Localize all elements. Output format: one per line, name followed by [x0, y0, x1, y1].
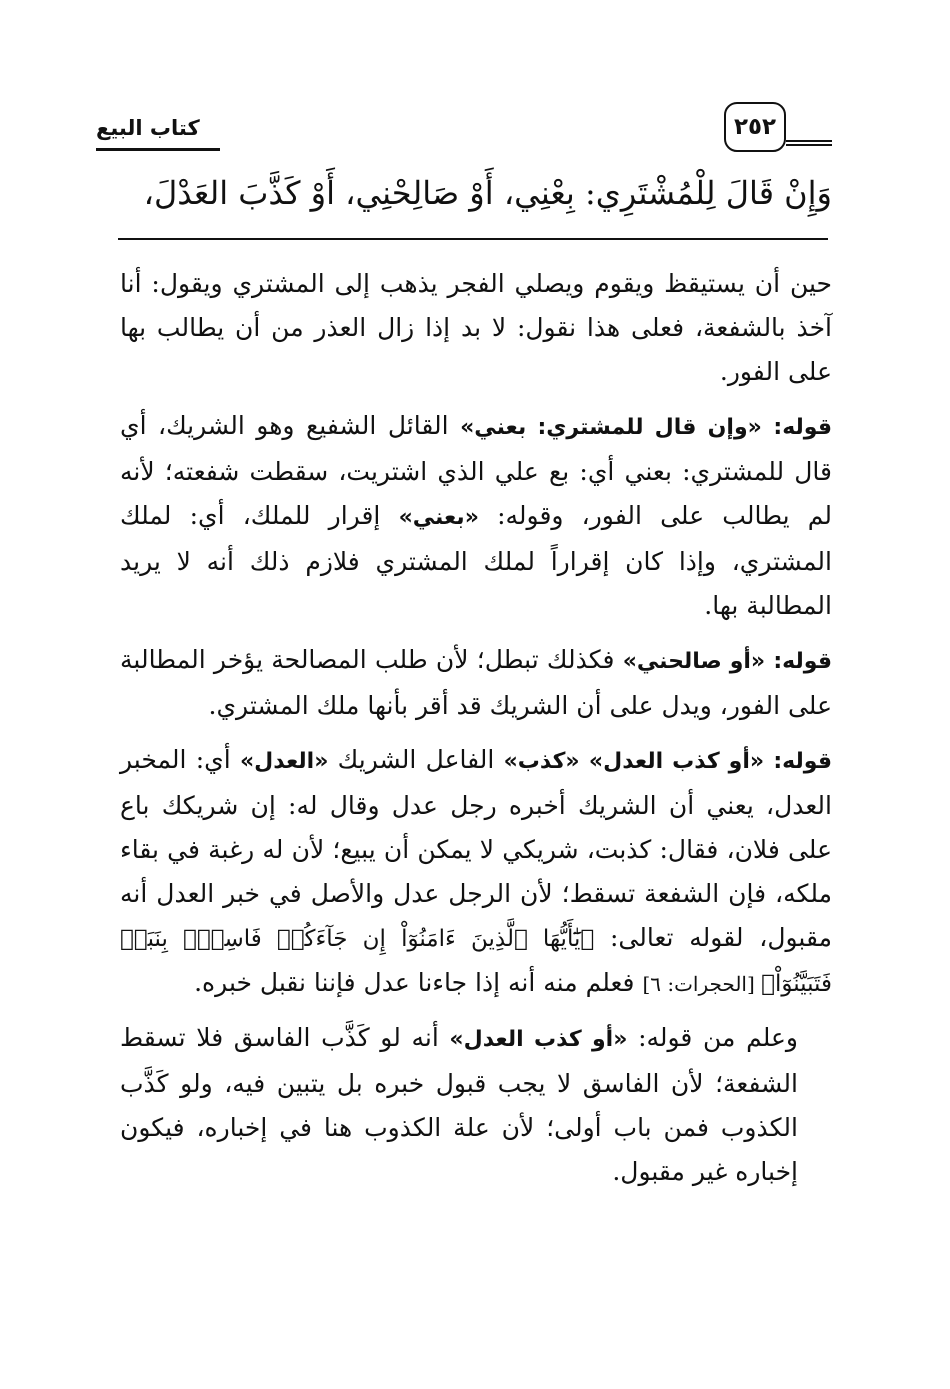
paragraph-text: القائل الشفيع وهو الشريك، أي قال للمشتري: بعني أي: بع علي الذي اشتريت، سقطت شفعته؛ لأنه لم يطالب على الفور، وقوله:	[120, 411, 832, 530]
paragraph-text: وعلم من قوله:	[627, 1023, 798, 1052]
paragraph-text: الفاعل الشريك	[328, 745, 504, 774]
paragraph-5	[120, 1016, 832, 1194]
page-number: ٢٥٢	[724, 102, 786, 152]
paragraph-4	[120, 738, 832, 1006]
quoted-term: «كذب»	[503, 749, 580, 774]
paragraph-text: أنه لو كَذَّب الفاسق فلا تسقط الشفعة؛ لأن الفاسق لا يجب قبول خبره بل يتبين فيه، ولو كَذَّب الكذوب فمن باب أولى؛ لأن علة الكذوب هنا في إخباره، فيكون إخباره غير مقبول.	[120, 1023, 798, 1186]
matn-divider	[118, 238, 828, 240]
qawluh-label: قوله:	[773, 749, 832, 774]
verse-reference: [الحجرات: ٦]	[642, 972, 762, 996]
commentary	[120, 262, 832, 1204]
title-underline	[96, 148, 220, 151]
quoted-term: «بعني»	[398, 505, 479, 530]
matn-text: وَإِنْ قَالَ لِلْمُشْتَرِي: بِعْنِي، أَوْ صَالِحْنِي، أَوْ كَذَّبَ العَدْلَ،	[143, 174, 832, 212]
header-rule	[786, 140, 832, 146]
page-header	[96, 100, 834, 156]
paragraph-3	[120, 638, 832, 728]
qawluh-label: قوله:	[773, 649, 832, 674]
paragraph-text: إقرار للملك، أي: لملك المشتري، وإذا كان إقراراً لملك المشتري فلازم ذلك أنه لا يريد المطالبة بها.	[120, 501, 832, 620]
quoted-term: «أو صالحني»	[622, 649, 766, 674]
quoted-term: «وإن قال للمشتري: بعني»	[460, 415, 762, 440]
paragraph-2	[120, 404, 832, 628]
quoted-term: «العدل»	[239, 749, 329, 774]
paragraph-text: فكذلك تبطل؛ لأن طلب المصالحة يؤخر المطالبة على الفور، ويدل على أن الشريك قد أقر بأنها ملك المشتري.	[120, 645, 832, 720]
quoted-term: «أو كذب العدل»	[449, 1027, 628, 1052]
paragraph-text: فعلم منه أنه إذا جاءنا عدل فإننا نقبل خبره.	[194, 968, 643, 997]
paragraph-1: حين أن يستيقظ ويقوم ويصلي الفجر يذهب إلى المشتري ويقول: أنا آخذ بالشفعة، فعلى هذا نقول: لا بد إذا زال العذر من أن يطالب بها على الفور.	[120, 269, 832, 386]
book-title: كتاب البيع	[96, 116, 200, 140]
quran-verse: ﴿يَٰٓأَيُّهَا ٱلَّذِينَ ءَامَنُوٓاْ إِن جَآءَكُمۡ فَاسِقُۢ بِنَبَإٖ فَتَبَيَّنُوٓاْ﴾	[120, 926, 832, 997]
quoted-term: «أو كذب العدل»	[588, 749, 765, 774]
paragraph-text: أي: المخبر العدل، يعني أن الشريك أخبره رجل عدل وقال له: إن شريكك باع على فلان، فقال: كذبت، شريكي لا يمكن أن يبيع؛ لأن له رغبة في بقاء ملكه، فإن الشفعة تسقط؛ لأن الرجل عدل والأصل في خبر العدل أنه مقبول، لقوله تعالى:	[120, 745, 832, 952]
qawluh-label: قوله:	[773, 415, 832, 440]
